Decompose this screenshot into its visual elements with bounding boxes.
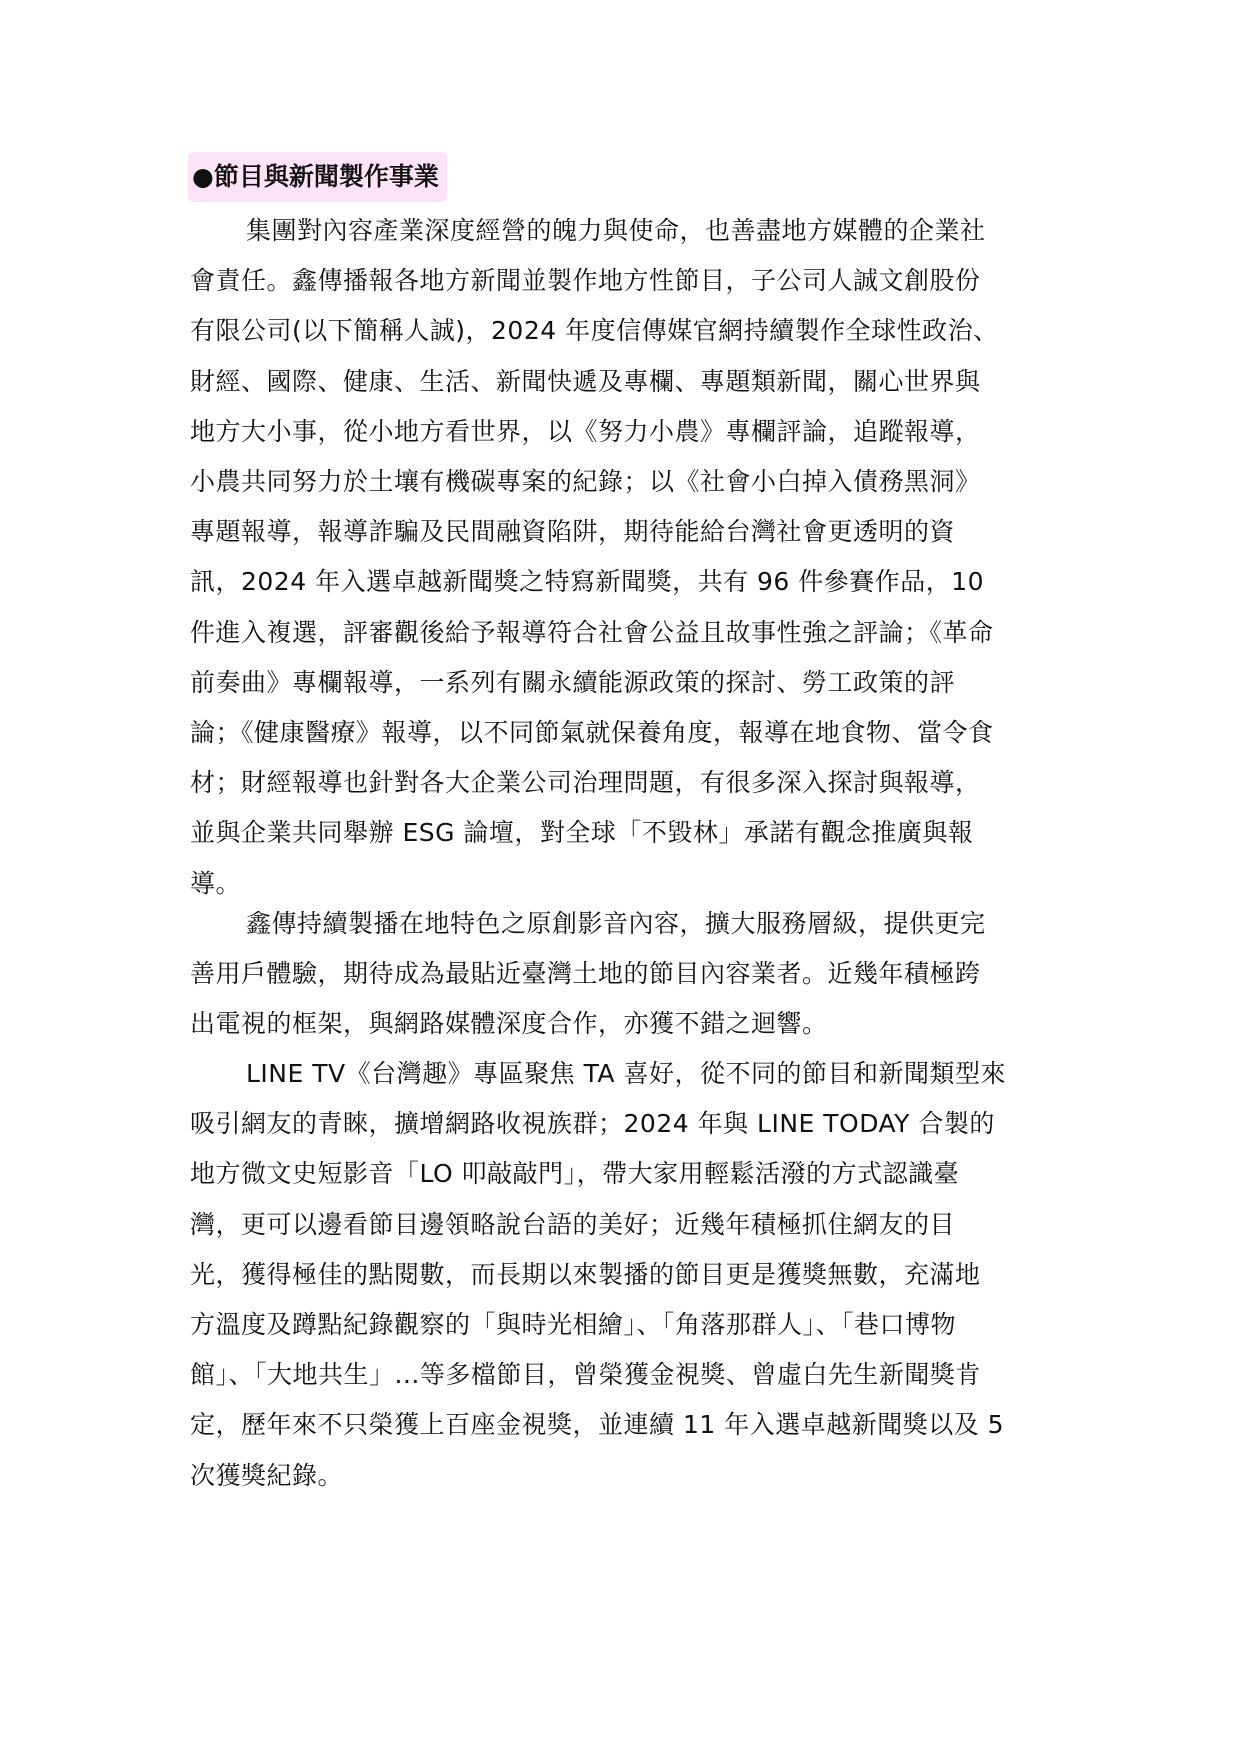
- text-line: 論；《健康醫療》報導，以不同節氣就保養角度，報導在地食物、當令食: [190, 718, 994, 748]
- text-line: 地方微文史短影音「LO 叩敲敲門」，帶大家用輕鬆活潑的方式認識臺: [190, 1159, 960, 1189]
- text-line: 前奏曲》專欄報導，一系列有關永續能源政策的探討、勞工政策的評: [190, 667, 956, 697]
- text-line: 館」、「大地共生」...等多檔節目，曾榮獲金視獎、曾虛白先生新聞獎肯: [190, 1360, 981, 1390]
- text-line: 會責任。鑫傳播報各地方新聞並製作地方性節目，子公司人誠文創股份: [190, 266, 981, 296]
- text-line: 次獲獎紀錄。: [190, 1460, 344, 1490]
- section-heading: ●節目與新聞製作事業: [188, 152, 447, 202]
- text-line: 灣，更可以邊看節目邊領略說台語的美好；近幾年積極抓住網友的目: [190, 1209, 956, 1239]
- text-line: 定，歷年來不只榮獲上百座金視獎，並連續 11 年入選卓越新聞獎以及 5: [190, 1410, 1005, 1440]
- text-line: 方溫度及蹲點紀錄觀察的「與時光相繪」、「角落那群人」、「巷口博物: [190, 1310, 957, 1340]
- text-line: 善用戶體驗，期待成為最貼近臺灣土地的節目內容業者。近幾年積極跨: [190, 959, 981, 989]
- text-line: 光，獲得極佳的點閱數，而長期以來製播的節目更是獲獎無數，充滿地: [190, 1259, 981, 1289]
- text-line: LINE TV《台灣趣》專區聚焦 TA 喜好，從不同的節目和新聞類型來: [246, 1059, 1006, 1088]
- text-line: 出電視的框架，與網路媒體深度合作，亦獲不錯之迴響。: [190, 1009, 828, 1039]
- paragraph-1: [190, 206, 1110, 909]
- text-line: 材；財經報導也針對各大企業公司治理問題，有很多深入探討與報導，: [190, 768, 981, 798]
- text-line: 地方大小事，從小地方看世界，以《努力小農》專欄評論，追蹤報導，: [190, 416, 981, 446]
- text-line: 訊，2024 年入選卓越新聞獎之特寫新聞獎，共有 96 件參賽作品，10: [190, 567, 985, 597]
- text-line: 吸引網友的青睞，擴增網路收視族群；2024 年與 LINE TODAY 合製的: [190, 1109, 995, 1139]
- text-line: 導。: [190, 868, 242, 898]
- paragraph-3: [190, 1049, 1110, 1501]
- text-line: 專題報導，報導詐騙及民間融資陷阱，期待能給台灣社會更透明的資: [190, 517, 956, 547]
- text-line: 小農共同努力於土壤有機碳專案的紀錄；以《社會小白掉入債務黑洞》: [190, 467, 981, 497]
- text-line: 件進入複選，評審觀後給予報導符合社會公益且故事性強之評論；《革命: [190, 617, 994, 647]
- text-line: 並與企業共同舉辦 ESG 論壇，對全球「不毀林」承諾有觀念推廣與報: [190, 818, 974, 848]
- text-line: 有限公司(以下簡稱人誠)，2024 年度信傳媒官網持續製作全球性政治、: [190, 316, 999, 346]
- text-line: 集團對內容產業深度經營的魄力與使命，也善盡地方媒體的企業社: [246, 216, 986, 245]
- paragraph-2: [190, 899, 1110, 1050]
- text-line: 鑫傳持續製播在地特色之原創影音內容，擴大服務層級，提供更完: [246, 909, 986, 938]
- text-line: 財經、國際、健康、生活、新聞快遞及專欄、專題類新聞，關心世界與: [190, 366, 981, 396]
